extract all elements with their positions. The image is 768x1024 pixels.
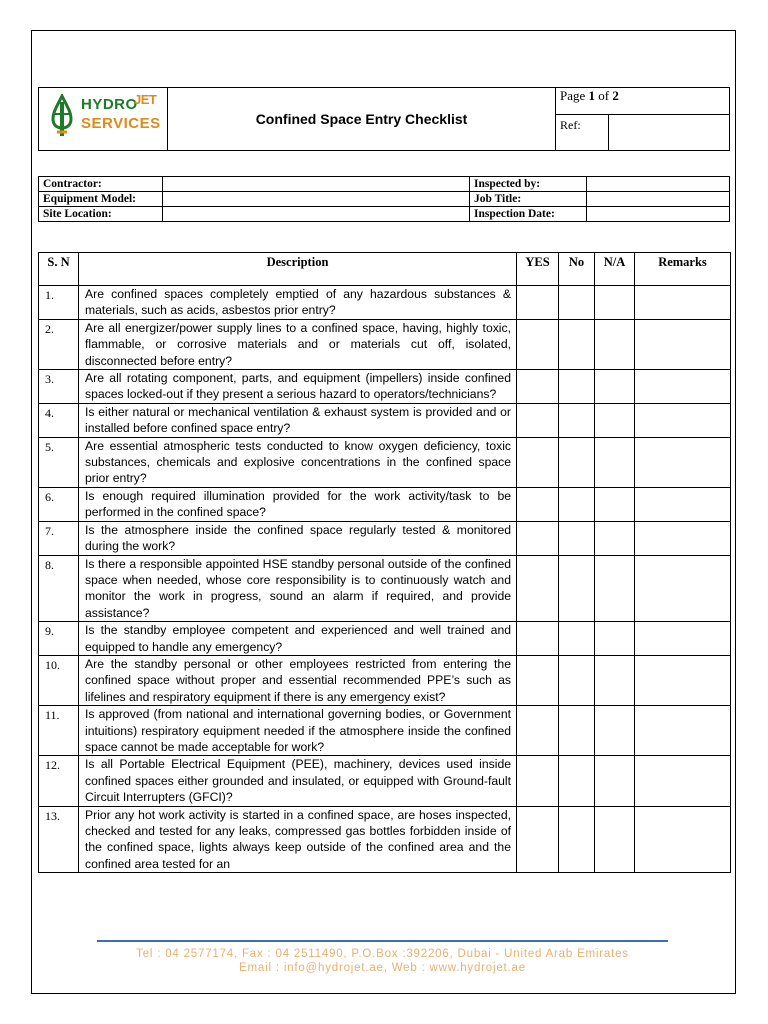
- document-header: [38, 87, 730, 151]
- yes-checkbox-cell[interactable]: [517, 319, 559, 369]
- checklist-row: [39, 806, 731, 873]
- company-logo: [39, 88, 167, 150]
- no-checkbox-cell[interactable]: [559, 521, 595, 555]
- item-description: Is there a responsible appointed HSE standby personal outside of the confined space when needed, whose core responsibility is to continuously watch and monitor the work in progress, sound an alarm if required, and provide assistance?: [79, 555, 517, 622]
- item-description: Is approved (from national and international governing bodies, or Government intuitions) respiratory equipment needed if the atmosphere inside the confined space cannot be made acceptable for work?: [79, 706, 517, 756]
- na-checkbox-cell[interactable]: [595, 403, 635, 437]
- no-checkbox-cell[interactable]: [559, 756, 595, 806]
- na-checkbox-cell[interactable]: [595, 555, 635, 622]
- inspection-date-label: Inspection Date:: [470, 207, 587, 222]
- no-checkbox-cell[interactable]: [559, 403, 595, 437]
- no-checkbox-cell[interactable]: [559, 286, 595, 320]
- checklist-header-row: [39, 253, 731, 286]
- item-description: Are confined spaces completely emptied of any hazardous substances & materials, such as acids, asbestos prior entry?: [79, 286, 517, 320]
- remarks-cell[interactable]: [635, 370, 731, 404]
- checklist-row: [39, 655, 731, 705]
- page-of: of: [598, 88, 610, 103]
- checklist-row: [39, 319, 731, 369]
- item-description: Is all Portable Electrical Equipment (PEE), machinery, devices used inside confined spaces either grounded and insulated, or equipped with Ground-fault Circuit Interrupters (GFCI)?: [79, 756, 517, 806]
- item-number: 12.: [39, 756, 79, 806]
- item-number: 13.: [39, 806, 79, 873]
- no-checkbox-cell[interactable]: [559, 370, 595, 404]
- document-title: Confined Space Entry Checklist: [168, 88, 556, 151]
- inspected-by-field[interactable]: [587, 177, 730, 192]
- item-number: 9.: [39, 622, 79, 656]
- item-description: Prior any hot work activity is started in a confined space, are hoses inspected, checked and tested for any leaks, compressed gas bottles forbidden inside of the confined space, lights always keep outside of the confined area and the confined area tested for an: [79, 806, 517, 873]
- no-checkbox-cell[interactable]: [559, 622, 595, 656]
- equipment-model-label: Equipment Model:: [39, 192, 163, 207]
- checklist-row: [39, 706, 731, 756]
- no-checkbox-cell[interactable]: [559, 487, 595, 521]
- item-number: 10.: [39, 655, 79, 705]
- col-description: Description: [79, 253, 517, 286]
- item-description: Are essential atmospheric tests conducted to know oxygen deficiency, toxic substances, chemicals and explosive concentrations in the confined space prior entry?: [79, 437, 517, 487]
- job-title-label: Job Title:: [470, 192, 587, 207]
- item-description: Is the standby employee competent and experienced and well trained and equipped to handle any emergency?: [79, 622, 517, 656]
- footer-divider: [97, 940, 668, 942]
- yes-checkbox-cell[interactable]: [517, 370, 559, 404]
- remarks-cell[interactable]: [635, 756, 731, 806]
- yes-checkbox-cell[interactable]: [517, 403, 559, 437]
- remarks-cell[interactable]: [635, 487, 731, 521]
- na-checkbox-cell[interactable]: [595, 521, 635, 555]
- checklist-row: [39, 370, 731, 404]
- item-number: 4.: [39, 403, 79, 437]
- item-number: 7.: [39, 521, 79, 555]
- logo-text-hydro: HYDRO: [81, 96, 138, 113]
- page-total: 2: [612, 88, 619, 103]
- na-checkbox-cell[interactable]: [595, 370, 635, 404]
- remarks-cell[interactable]: [635, 706, 731, 756]
- col-no: No: [559, 253, 595, 286]
- footer-contact: Tel : 04 2577174, Fax : 04 2511490, P.O.Box :392206, Dubai - United Arab Emirates: [136, 948, 629, 960]
- checklist-row: [39, 487, 731, 521]
- no-checkbox-cell[interactable]: [559, 806, 595, 873]
- no-checkbox-cell[interactable]: [559, 655, 595, 705]
- yes-checkbox-cell[interactable]: [517, 555, 559, 622]
- na-checkbox-cell[interactable]: [595, 319, 635, 369]
- remarks-cell[interactable]: [635, 521, 731, 555]
- remarks-cell[interactable]: [635, 403, 731, 437]
- no-checkbox-cell[interactable]: [559, 706, 595, 756]
- na-checkbox-cell[interactable]: [595, 286, 635, 320]
- na-checkbox-cell[interactable]: [595, 655, 635, 705]
- page-number: 1: [588, 88, 596, 103]
- checklist-table: [38, 252, 731, 873]
- na-checkbox-cell[interactable]: [595, 706, 635, 756]
- inspected-by-label: Inspected by:: [470, 177, 587, 192]
- contractor-label: Contractor:: [39, 177, 163, 192]
- remarks-cell[interactable]: [635, 555, 731, 622]
- na-checkbox-cell[interactable]: [595, 622, 635, 656]
- remarks-cell[interactable]: [635, 437, 731, 487]
- inspection-info-table: [38, 176, 730, 222]
- item-description: Is enough required illumination provided for the work activity/task to be performed in the confined space?: [79, 487, 517, 521]
- item-number: 3.: [39, 370, 79, 404]
- ref-value[interactable]: [609, 115, 730, 151]
- yes-checkbox-cell[interactable]: [517, 706, 559, 756]
- yes-checkbox-cell[interactable]: [517, 437, 559, 487]
- item-description: Are all energizer/power supply lines to a confined space, having, highly toxic, flammable, or corrosive materials and or materials cut off, isolated, disconnected before entry?: [79, 319, 517, 369]
- yes-checkbox-cell[interactable]: [517, 521, 559, 555]
- checklist-row: [39, 286, 731, 320]
- yes-checkbox-cell[interactable]: [517, 286, 559, 320]
- no-checkbox-cell[interactable]: [559, 319, 595, 369]
- col-remarks: Remarks: [635, 253, 731, 286]
- checklist-row: [39, 756, 731, 806]
- logo-text-services: SERVICES: [81, 115, 161, 132]
- item-number: 8.: [39, 555, 79, 622]
- ref-label: Ref:: [556, 115, 609, 151]
- remarks-cell[interactable]: [635, 286, 731, 320]
- col-sn: S. N: [39, 253, 79, 286]
- equipment-model-field[interactable]: [163, 192, 470, 207]
- checklist-row: [39, 555, 731, 622]
- remarks-cell[interactable]: [635, 622, 731, 656]
- yes-checkbox-cell[interactable]: [517, 756, 559, 806]
- job-title-field[interactable]: [587, 192, 730, 207]
- yes-checkbox-cell[interactable]: [517, 655, 559, 705]
- footer-web: Email : info@hydrojet.ae, Web : www.hydrojet.ae: [239, 962, 526, 974]
- flame-drop-icon: [47, 94, 77, 138]
- yes-checkbox-cell[interactable]: [517, 622, 559, 656]
- site-location-field[interactable]: [163, 207, 470, 222]
- contractor-field[interactable]: [163, 177, 470, 192]
- yes-checkbox-cell[interactable]: [517, 806, 559, 873]
- item-number: 5.: [39, 437, 79, 487]
- inspection-date-field[interactable]: [587, 207, 730, 222]
- checklist-row: [39, 437, 731, 487]
- na-checkbox-cell[interactable]: [595, 756, 635, 806]
- item-number: 2.: [39, 319, 79, 369]
- checklist-row: [39, 622, 731, 656]
- checklist-row: [39, 521, 731, 555]
- no-checkbox-cell[interactable]: [559, 555, 595, 622]
- na-checkbox-cell[interactable]: [595, 437, 635, 487]
- col-na: N/A: [595, 253, 635, 286]
- item-description: Are all rotating component, parts, and equipment (impellers) inside confined spaces locked-out if they present a serious hazard to operators/technicians?: [79, 370, 517, 404]
- remarks-cell[interactable]: [635, 655, 731, 705]
- yes-checkbox-cell[interactable]: [517, 487, 559, 521]
- page-indicator: [556, 88, 730, 115]
- item-description: Is either natural or mechanical ventilation & exhaust system is provided and or installed before confined space entry?: [79, 403, 517, 437]
- item-description: Are the standby personal or other employees restricted from entering the confined space without proper and essential recommended PPE’s such as lifelines and respiratory equipment if there is any emergency exist?: [79, 655, 517, 705]
- logo-text-jet: JET: [134, 92, 157, 107]
- no-checkbox-cell[interactable]: [559, 437, 595, 487]
- page-prefix: Page: [560, 88, 586, 103]
- item-number: 1.: [39, 286, 79, 320]
- item-number: 11.: [39, 706, 79, 756]
- remarks-cell[interactable]: [635, 806, 731, 873]
- logo-cell: [39, 88, 168, 151]
- item-number: 6.: [39, 487, 79, 521]
- col-yes: YES: [517, 253, 559, 286]
- remarks-cell[interactable]: [635, 319, 731, 369]
- na-checkbox-cell[interactable]: [595, 487, 635, 521]
- checklist-row: [39, 403, 731, 437]
- na-checkbox-cell[interactable]: [595, 806, 635, 873]
- item-description: Is the atmosphere inside the confined space regularly tested & monitored during the work?: [79, 521, 517, 555]
- site-location-label: Site Location:: [39, 207, 163, 222]
